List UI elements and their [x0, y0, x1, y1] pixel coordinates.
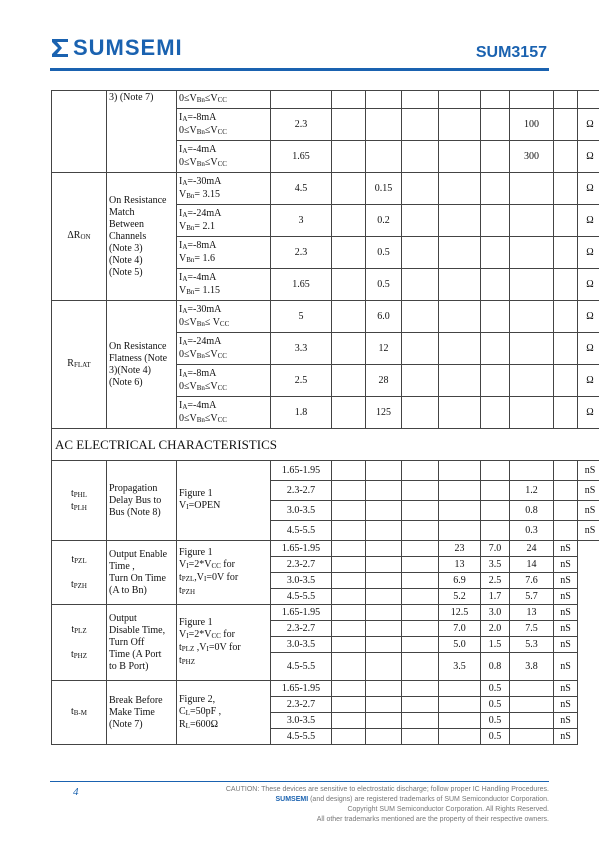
min-cell: 5.0 [439, 637, 481, 653]
header-rule [50, 68, 549, 71]
unit-cell: nS [554, 681, 578, 697]
condition-cell: Figure 2, CL=50pF , RL=600Ω [177, 681, 271, 745]
table-row [52, 541, 599, 557]
vcc-cell: 3.3 [271, 333, 332, 365]
vcc-cell: 2.3 [271, 237, 332, 269]
table-row [52, 681, 599, 697]
description-cell: Break Before Make Time (Note 7) [107, 681, 177, 745]
description-cell: On Resistance Match Between Channels (Note 3) (Note 4) (Note 5) [107, 173, 177, 301]
vcc-cell: 4.5 [271, 173, 332, 205]
unit-cell: Ω [578, 397, 599, 429]
sumsemi-logo-icon [51, 38, 69, 58]
vcc-cell: 4.5-5.5 [271, 521, 332, 541]
vcc-cell: 5 [271, 301, 332, 333]
footer-rule [50, 781, 549, 782]
typ-cell: 0.5 [366, 269, 402, 301]
min-cell: 5.2 [439, 589, 481, 605]
unit-cell: nS [554, 605, 578, 621]
max-cell: 24 [510, 541, 554, 557]
company-logo [51, 36, 183, 60]
vcc-cell: 3.0-3.5 [271, 573, 332, 589]
vcc-cell: 3 [271, 205, 332, 237]
param-cell: ΔRON [52, 173, 107, 301]
min-cell: 7.0 [439, 621, 481, 637]
table-row [52, 301, 599, 333]
vcc-cell: 4.5-5.5 [271, 589, 332, 605]
unit-cell: Ω [578, 301, 599, 333]
unit-cell: nS [554, 589, 578, 605]
description-cell: Propagation Delay Bus to Bus (Note 8) [107, 461, 177, 541]
vcc-cell: 1.65-1.95 [271, 605, 332, 621]
max-cell: 13 [510, 605, 554, 621]
unit-cell: nS [554, 653, 578, 681]
unit-cell: Ω [578, 141, 599, 173]
typ-cell: 28 [366, 365, 402, 397]
unit-cell: nS [554, 557, 578, 573]
electrical-spec-table [51, 90, 599, 745]
condition-cell: Figure 1 VI=OPEN [177, 461, 271, 541]
min-cell: 3.5 [439, 653, 481, 681]
trademark-text: SUMSEMI (and designs) are registered trademarks of SUM Semiconductor Corporation. [275, 796, 549, 803]
table-row [52, 173, 599, 205]
unit-cell: nS [554, 713, 578, 729]
vcc-cell: 2.3-2.7 [271, 621, 332, 637]
typ-cell: 2.0 [481, 621, 510, 637]
min-cell: 23 [439, 541, 481, 557]
unit-cell: nS [554, 637, 578, 653]
unit-cell: Ω [578, 109, 599, 141]
condition-cell: IA=-4mA VBn= 1.15 [177, 269, 271, 301]
unit-cell: Ω [578, 173, 599, 205]
unit-cell: Ω [578, 333, 599, 365]
condition-cell: Figure 1 VI=2*VCC for tPZL,VI=0V for tPZH [177, 541, 271, 605]
typ-cell: 0.8 [481, 653, 510, 681]
description-cell: 3) (Note 7) [107, 91, 177, 173]
max-cell: 5.7 [510, 589, 554, 605]
vcc-cell: 1.65-1.95 [271, 461, 332, 481]
vcc-cell: 3.0-3.5 [271, 637, 332, 653]
max-cell: 3.8 [510, 653, 554, 681]
vcc-cell: 1.65-1.95 [271, 681, 332, 697]
param-cell: tPHL tPLH [52, 461, 107, 541]
footer-brand: SUMSEMI [275, 796, 309, 803]
param-cell: tB-M [52, 681, 107, 745]
description-cell: Output Enable Time , Turn On Time (A to Bn) [107, 541, 177, 605]
vcc-cell: 1.65 [271, 269, 332, 301]
logo-text: SUMSEMI [73, 35, 183, 60]
unit-cell: Ω [578, 237, 599, 269]
unit-cell: nS [578, 461, 599, 481]
unit-cell: nS [554, 621, 578, 637]
condition-cell: IA=-4mA 0≤VBn≤VCC [177, 397, 271, 429]
caution-text: CAUTION: These devices are sensitive to electrostatic discharge; follow proper IC Handling Procedures. [225, 786, 549, 793]
max-cell: 1.2 [510, 481, 554, 501]
legal-notice [129, 785, 549, 825]
unit-cell: nS [554, 697, 578, 713]
typ-cell: 0.15 [366, 173, 402, 205]
vcc-cell: 1.65-1.95 [271, 541, 332, 557]
unit-cell: Ω [578, 205, 599, 237]
unit-cell: nS [554, 729, 578, 745]
table-row [52, 91, 599, 109]
description-cell: Output Disable Time, Turn Off Time (A Port to B Port) [107, 605, 177, 681]
min-cell: 13 [439, 557, 481, 573]
param-cell: tPZL tPZH [52, 541, 107, 605]
unit-cell: Ω [578, 365, 599, 397]
table-row [52, 461, 599, 481]
typ-cell: 3.0 [481, 605, 510, 621]
unit-cell: nS [578, 501, 599, 521]
condition-cell: IA=-8mA 0≤VBn≤VCC [177, 365, 271, 397]
vcc-cell: 4.5-5.5 [271, 729, 332, 745]
page-number: 4 [73, 786, 79, 798]
max-cell: 7.6 [510, 573, 554, 589]
vcc-cell: 2.3-2.7 [271, 481, 332, 501]
section-row [52, 429, 599, 461]
max-cell: 0.3 [510, 521, 554, 541]
typ-cell: 0.5 [481, 697, 510, 713]
unit-cell: Ω [578, 269, 599, 301]
typ-cell: 7.0 [481, 541, 510, 557]
section-title: AC ELECTRICAL CHARACTERISTICS [52, 429, 599, 461]
typ-cell: 12 [366, 333, 402, 365]
min-cell: 12.5 [439, 605, 481, 621]
typ-cell: 3.5 [481, 557, 510, 573]
page-header [0, 0, 599, 80]
condition-cell: IA=-24mA VBn= 2.1 [177, 205, 271, 237]
description-cell: On Resistance Flatness (Note 3)(Note 4) (Note 6) [107, 301, 177, 429]
part-number: SUM3157 [475, 44, 547, 61]
condition-cell: IA=-30mA 0≤VBn≤ VCC [177, 301, 271, 333]
unit-cell: nS [554, 541, 578, 557]
max-cell: 300 [510, 141, 554, 173]
typ-cell: 0.2 [366, 205, 402, 237]
condition-cell: IA=-8mA VBn= 1.6 [177, 237, 271, 269]
param-cell: RFLAT [52, 301, 107, 429]
typ-cell: 125 [366, 397, 402, 429]
vcc-cell: 4.5-5.5 [271, 653, 332, 681]
vcc-cell: 1.65 [271, 141, 332, 173]
max-cell: 5.3 [510, 637, 554, 653]
typ-cell: 0.5 [366, 237, 402, 269]
param-cell: tPLZ tPHZ [52, 605, 107, 681]
max-cell: 100 [510, 109, 554, 141]
vcc-cell: 2.3-2.7 [271, 697, 332, 713]
copyright-text: Copyright SUM Semiconductor Corporation. All Rights Reserved. [347, 806, 549, 813]
condition-cell: IA=-30mA VBn= 3.15 [177, 173, 271, 205]
condition-cell: IA=-4mA 0≤VBn≤VCC [177, 141, 271, 173]
vcc-cell: 1.8 [271, 397, 332, 429]
vcc-cell: 3.0-3.5 [271, 713, 332, 729]
min-cell: 6.9 [439, 573, 481, 589]
other-trademarks-text: All other trademarks mentioned are the property of their respective owners. [316, 816, 549, 823]
typ-cell: 2.5 [481, 573, 510, 589]
typ-cell: 0.5 [481, 729, 510, 745]
typ-cell: 0.5 [481, 713, 510, 729]
condition-cell: 0≤VBn≤VCC [177, 91, 271, 109]
condition-cell: Figure 1 VI=2*VCC for tPLZ ,VI=0V for tPHZ [177, 605, 271, 681]
max-cell: 14 [510, 557, 554, 573]
vcc-cell: 2.3-2.7 [271, 557, 332, 573]
typ-cell: 1.5 [481, 637, 510, 653]
table-row [52, 605, 599, 621]
max-cell: 0.8 [510, 501, 554, 521]
condition-cell: IA=-8mA 0≤VBn≤VCC [177, 109, 271, 141]
typ-cell: 6.0 [366, 301, 402, 333]
unit-cell: nS [554, 573, 578, 589]
typ-cell: 1.7 [481, 589, 510, 605]
condition-cell: IA=-24mA 0≤VBn≤VCC [177, 333, 271, 365]
typ-cell: 0.5 [481, 681, 510, 697]
unit-cell: nS [578, 521, 599, 541]
max-cell: 7.5 [510, 621, 554, 637]
param-cell [52, 91, 107, 173]
vcc-cell: 3.0-3.5 [271, 501, 332, 521]
vcc-cell: 2.5 [271, 365, 332, 397]
unit-cell: nS [578, 481, 599, 501]
vcc-cell: 2.3 [271, 109, 332, 141]
